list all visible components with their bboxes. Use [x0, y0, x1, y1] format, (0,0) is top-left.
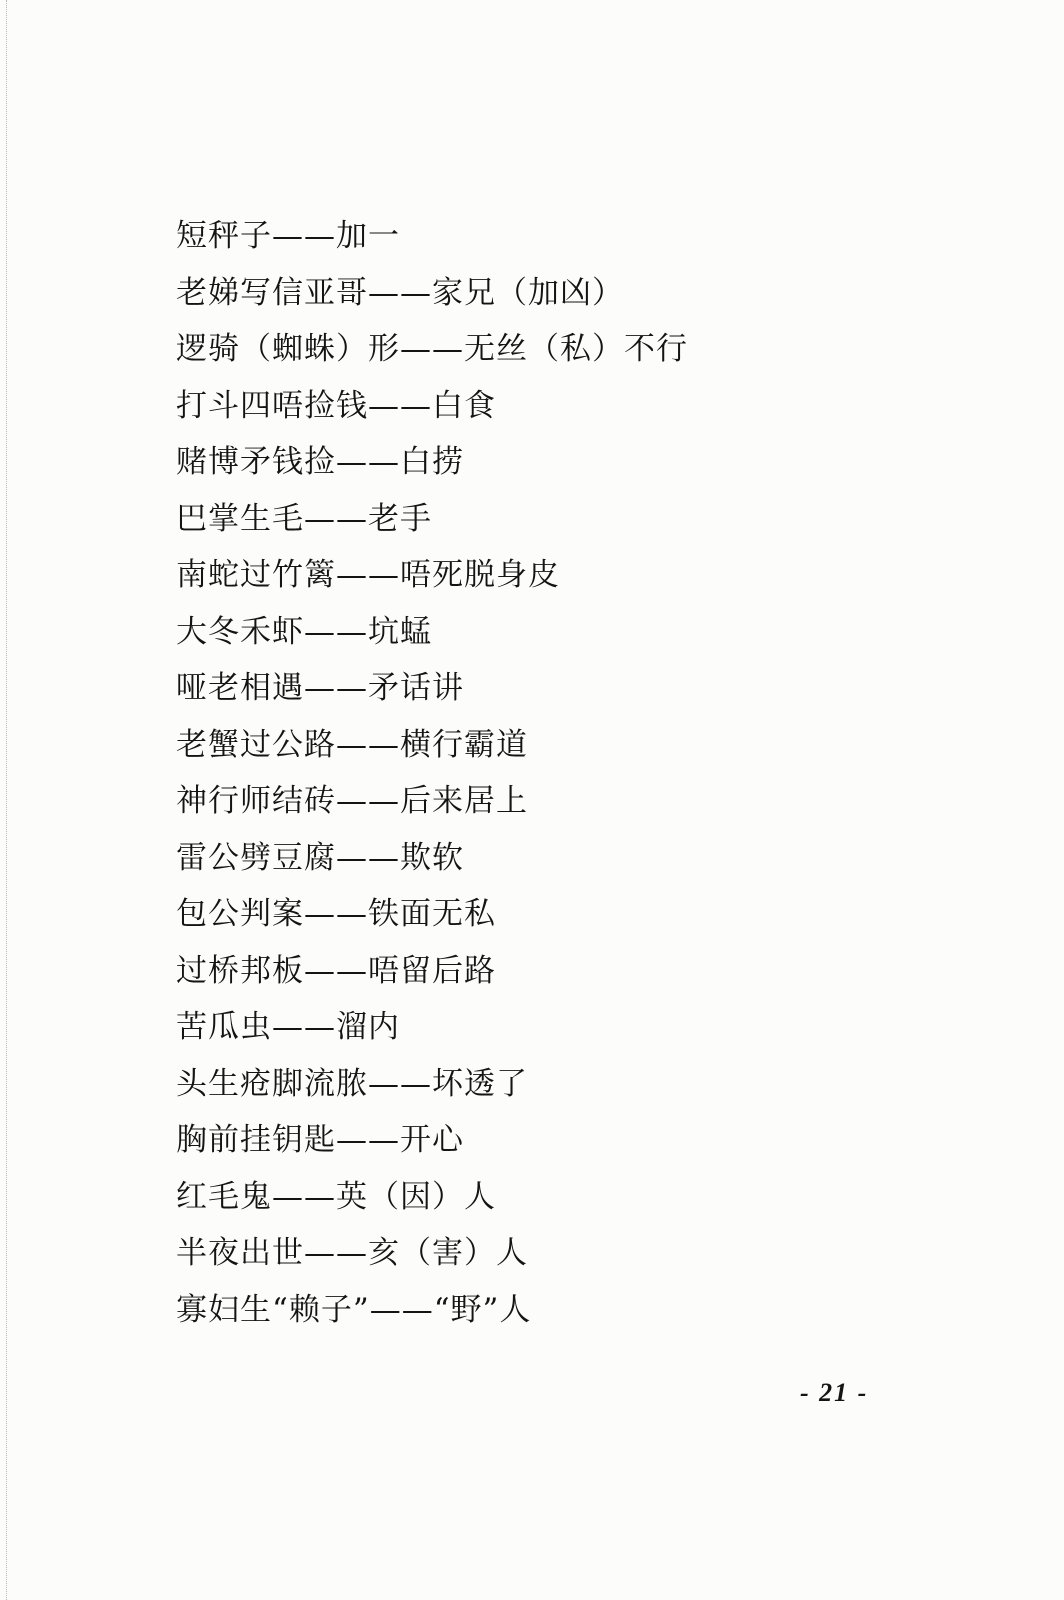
proverb-line: 大冬禾虾——坑蜢: [176, 613, 432, 650]
proverb-line: 神行师结砖——后来居上: [176, 783, 528, 819]
proverb-line: 逻骑（蜘蛛）形——无丝（私）不行: [176, 331, 688, 367]
proverb-line: 南蛇过竹篱——唔死脱身皮: [176, 557, 560, 593]
proverb-line: 寡妇生“赖子”——“野”人: [176, 1291, 532, 1328]
proverb-line: 打斗四唔捡钱——白食: [176, 387, 496, 424]
page-edge: [0, 0, 7, 1600]
proverb-line: 头生疮脚流脓——坏透了: [176, 1065, 528, 1102]
proverb-line: 胸前挂钥匙——开心: [176, 1122, 464, 1158]
proverb-line: 包公判案——铁面无私: [176, 896, 496, 932]
proverb-line: 半夜出世——亥（害）人: [176, 1235, 528, 1271]
proverb-line: 巴掌生毛——老手: [176, 500, 432, 537]
proverb-line: 雷公劈豆腐——欺软: [176, 839, 464, 876]
proverb-line: 赌博矛钱捡——白捞: [176, 444, 464, 480]
proverb-line: 红毛鬼——英（因）人: [176, 1178, 496, 1215]
proverb-line: 短秤子——加一: [176, 218, 400, 254]
proverb-line: 过桥邦板——唔留后路: [176, 952, 496, 989]
proverb-line: 苦瓜虫——溜内: [176, 1009, 400, 1045]
proverb-list: [176, 208, 936, 1338]
proverb-line: 老蟹过公路——横行霸道: [176, 726, 528, 763]
page-number: - 21 -: [800, 1378, 869, 1407]
proverb-line: 哑老相遇——矛话讲: [176, 670, 464, 706]
proverb-line: 老娣写信亚哥——家兄（加凶）: [176, 274, 624, 311]
